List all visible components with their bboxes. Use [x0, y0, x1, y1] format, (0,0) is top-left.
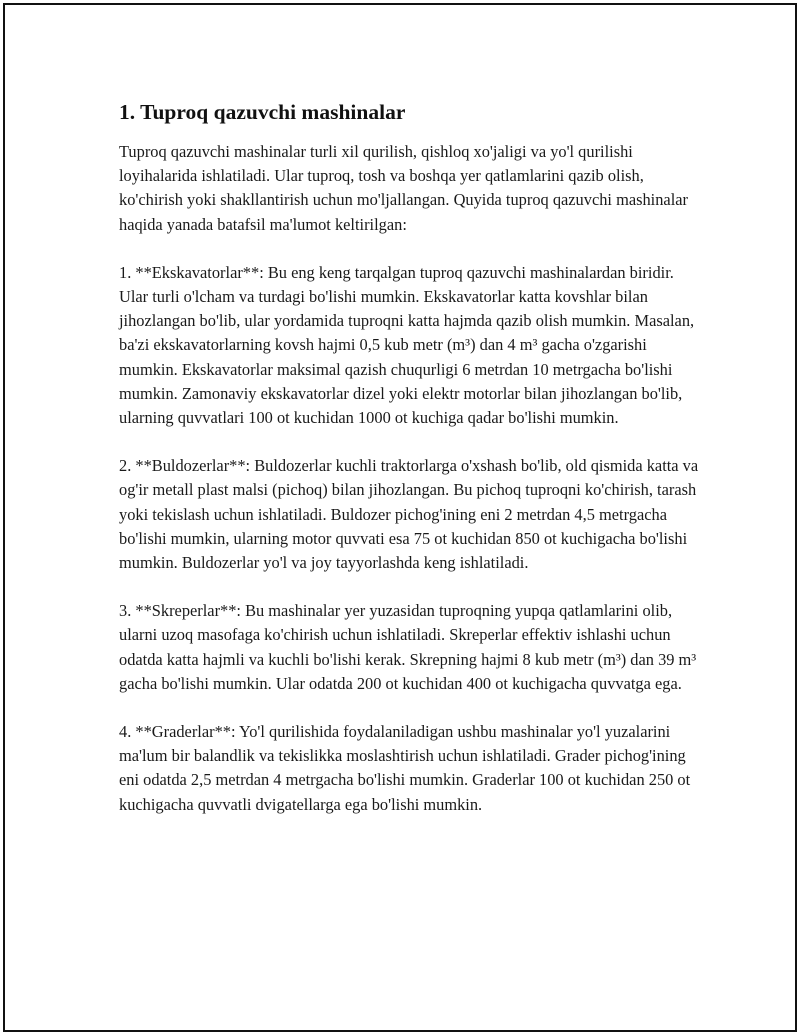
section-skreperlar: 3. **Skreperlar**: Bu mashinalar yer yuzasidan tuproqning yupqa qatlamlarini olib, ularni uzoq masofaga ko'chirish uchun ishlatiladi. Skreperlar effektiv ishlashi uchun odatda katta hajmli va kuchli bo'lishi kerak. Skrepning hajmi 8 kub metr (m³) dan 39 m³ gacha bo'lishi mumkin. Ular odatda 200 ot kuchidan 400 ot kuchigacha quvvatga ega. — [119, 601, 697, 693]
section-graderlar: 4. **Graderlar**: Yo'l qurilishida foydalaniladigan ushbu mashinalar yo'l yuzalarini ma'lum bir balandlik va tekislikka moslashtirish uchun ishlatiladi. Grader pichog'ining eni odatda 2,5 metrdan 4 metrgacha bo'lishi mumkin. Graderlar 100 ot kuchidan 250 ot kuchigacha quvvatli dvigatellarga ega bo'lishi mumkin. — [119, 722, 691, 814]
document-body — [119, 97, 699, 817]
page-frame — [3, 3, 797, 1032]
intro-paragraph: Tuproq qazuvchi mashinalar turli xil qurilish, qishloq xo'jaligi va yo'l qurilishi loyihalarida ishlatiladi. Ular tuproq, tosh va boshqa yer qatlamlarini qazib olish, ko'chirish yoki shakllantirish uchun mo'ljallangan. Quyida tuproq qazuvchi mashinalar haqida yanada batafsil ma'lumot keltirilgan: — [119, 142, 688, 234]
section-buldozerlar: 2. **Buldozerlar**: Buldozerlar kuchli traktorlarga o'xshash bo'lib, old qismida katta va og'ir metall plast malsi (pichoq) bilan jihozlangan. Bu pichoq tuproqni ko'chirish, tarash yoki tekislash uchun ishlatiladi. Buldozer pichog'ining eni 2 metrdan 4,5 metrgacha bo'lishi mumkin, ularning motor quvvati esa 75 ot kuchidan 850 ot kuchigacha bo'lishi mumkin. Buldozerlar yo'l va joy tayyorlashda keng ishlatiladi. — [119, 456, 699, 573]
document-title: 1. Tuproq qazuvchi mashinalar — [119, 100, 406, 124]
section-ekskavatorlar: 1. **Ekskavatorlar**: Bu eng keng tarqalgan tuproq qazuvchi mashinalardan biridir. Ular turli o'lcham va turdagi bo'lishi mumkin. Ekskavatorlar katta kovshlar bilan jihozlangan bo'lib, ular yordamida tuproqni katta hajmda qazib olish mumkin. Masalan, ba'zi ekskavatorlarning kovsh hajmi 0,5 kub metr (m³) dan 4 m³ gacha o'zgarishi mumkin. Ekskavatorlar maksimal qazish chuqurligi 6 metrdan 10 metrgacha bo'lishi mumkin. Zamonaviy ekskavatorlar dizel yoki elektr motorlar bilan jihozlangan bo'lib, ularning quvvatlari 100 ot kuchidan 1000 ot kuchiga qadar bo'lishi mumkin. — [119, 262, 695, 428]
